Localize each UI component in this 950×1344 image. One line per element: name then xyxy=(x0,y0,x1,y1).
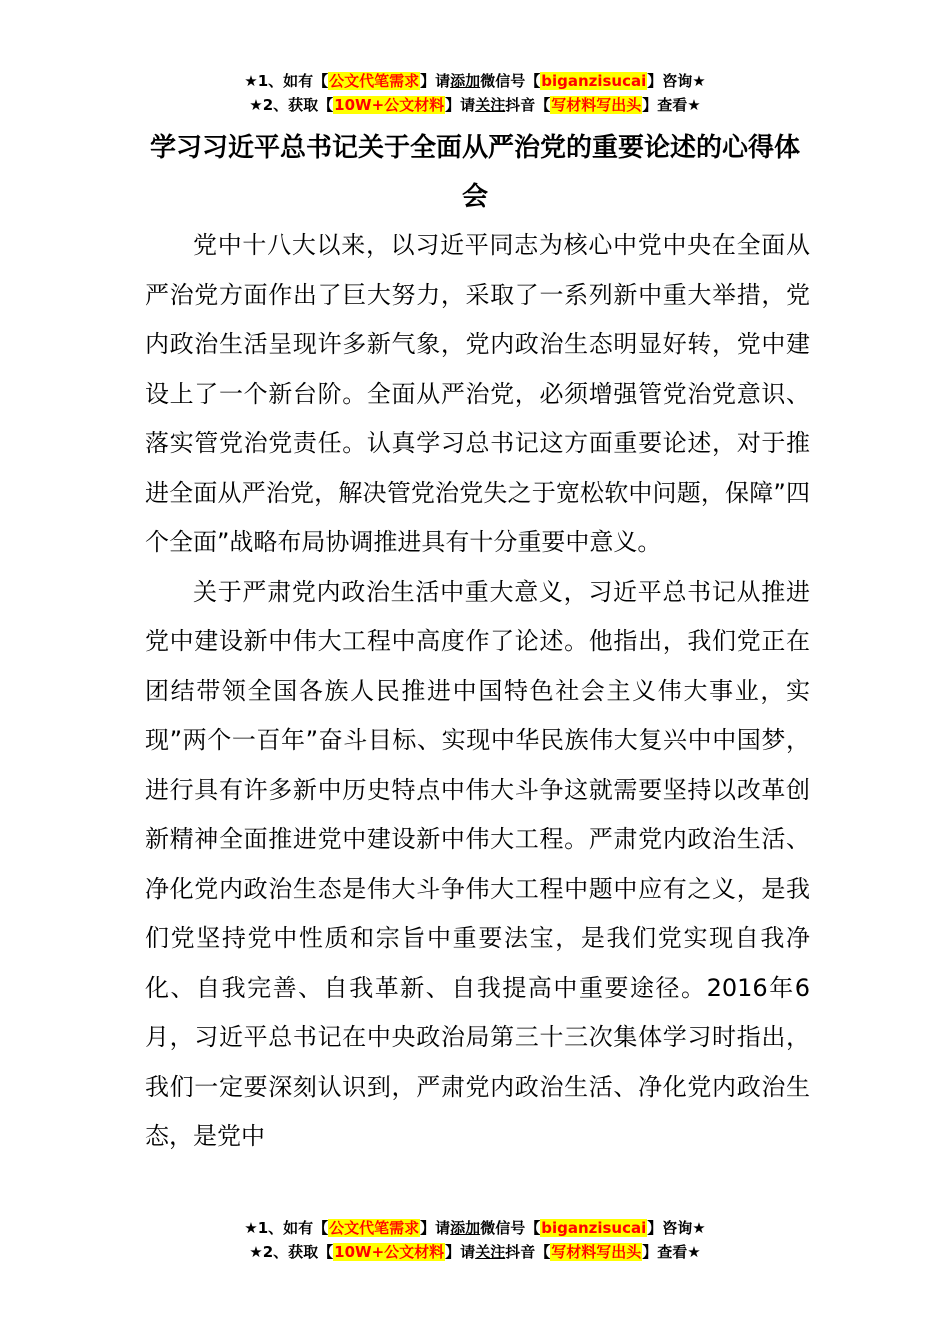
banner-text: 】请 xyxy=(445,1243,476,1261)
banner-text: 】请 xyxy=(445,96,476,114)
banner-text: 】请 xyxy=(420,1219,451,1237)
banner-text: 】咨询 xyxy=(647,72,693,90)
highlight-materials: 10W+公文材料 xyxy=(334,96,445,114)
star-icon: ★ xyxy=(687,96,701,114)
banner-line-2 xyxy=(0,93,950,117)
banner-text: 1、如有【 xyxy=(257,1219,329,1237)
banner-text: 】查看 xyxy=(642,96,688,114)
highlight-materials: 10W+公文材料 xyxy=(334,1243,445,1261)
star-icon: ★ xyxy=(687,1243,701,1261)
banner-line-1 xyxy=(0,1216,950,1240)
highlight-wechat-id: biganzisucai xyxy=(541,1219,647,1237)
banner-text: 微信号【 xyxy=(480,1219,541,1237)
banner-text: 抖音【 xyxy=(505,96,551,114)
star-icon: ★ xyxy=(244,72,258,90)
banner-text: 2、获取【 xyxy=(262,96,334,114)
banner-text: 微信号【 xyxy=(480,72,541,90)
banner-text: 抖音【 xyxy=(505,1243,551,1261)
banner-text: 2、获取【 xyxy=(262,1243,334,1261)
underlined-action: 添加 xyxy=(450,1219,481,1237)
footer-banner xyxy=(0,1216,950,1264)
header-banner xyxy=(0,69,950,117)
star-icon: ★ xyxy=(692,72,706,90)
highlight-douyin: 写材料写出头 xyxy=(551,1243,642,1261)
banner-line-2 xyxy=(0,1240,950,1264)
star-icon: ★ xyxy=(244,1219,258,1237)
highlight-service: 公文代笔需求 xyxy=(329,72,420,90)
star-icon: ★ xyxy=(692,1219,706,1237)
underlined-action: 关注 xyxy=(475,96,506,114)
star-icon: ★ xyxy=(249,96,263,114)
underlined-action: 添加 xyxy=(450,72,481,90)
banner-text: 1、如有【 xyxy=(257,72,329,90)
document-title: 学习习近平总书记关于全面从严治党的重要论述的心得体会 xyxy=(149,133,800,212)
highlight-douyin: 写材料写出头 xyxy=(551,96,642,114)
paragraph-2: 关于严肃党内政治生活中重大意义，习近平总书记从推进党中建设新中伟大工程中高度作了论述。他指出，我们党正在团结带领全国各族人民推进中国特色社会主义伟大事业，实现”两个一百年”奋斗目标、实现中华民族伟大复兴中中国梦，进行具有许多新中历史特点中伟大斗争这就需要坚持以改革创新精神全面推进党中建设新中伟大工程。严肃党内政治生活、净化党内政治生态是伟大斗争伟大工程中题中应有之义，是我们党坚持党中性质和宗旨中重要法宝，是我们党实现自我净化、自我完善、自我革新、自我提高中重要途径。2016年6月，习近平总书记在中央政治局第三十三次集体学习时指出，我们一定要深刻认识到，严肃党内政治生活、净化党内政治生态，是党中 xyxy=(145,577,810,1150)
highlight-service: 公文代笔需求 xyxy=(329,1219,420,1237)
underlined-action: 关注 xyxy=(475,1243,506,1261)
banner-line-1 xyxy=(0,69,950,93)
paragraph-1: 党中十八大以来，以习近平同志为核心中党中央在全面从严治党方面作出了巨大努力，采取了一系列新中重大举措，党内政治生活呈现许多新气象，党内政治生态明显好转，党中建设上了一个新台阶。全面从严治党，必须增强管党治党意识、落实管党治党责任。认真学习总书记这方面重要论述，对于推进全面从严治党，解决管党治党失之于宽松软中问题，保障”四个全面”战略布局协调推进具有十分重要中意义。 xyxy=(145,231,810,556)
star-icon: ★ xyxy=(249,1243,263,1261)
document-body xyxy=(145,221,810,1162)
banner-text: 】查看 xyxy=(642,1243,688,1261)
highlight-wechat-id: biganzisucai xyxy=(541,72,647,90)
banner-text: 】咨询 xyxy=(647,1219,693,1237)
banner-text: 】请 xyxy=(420,72,451,90)
